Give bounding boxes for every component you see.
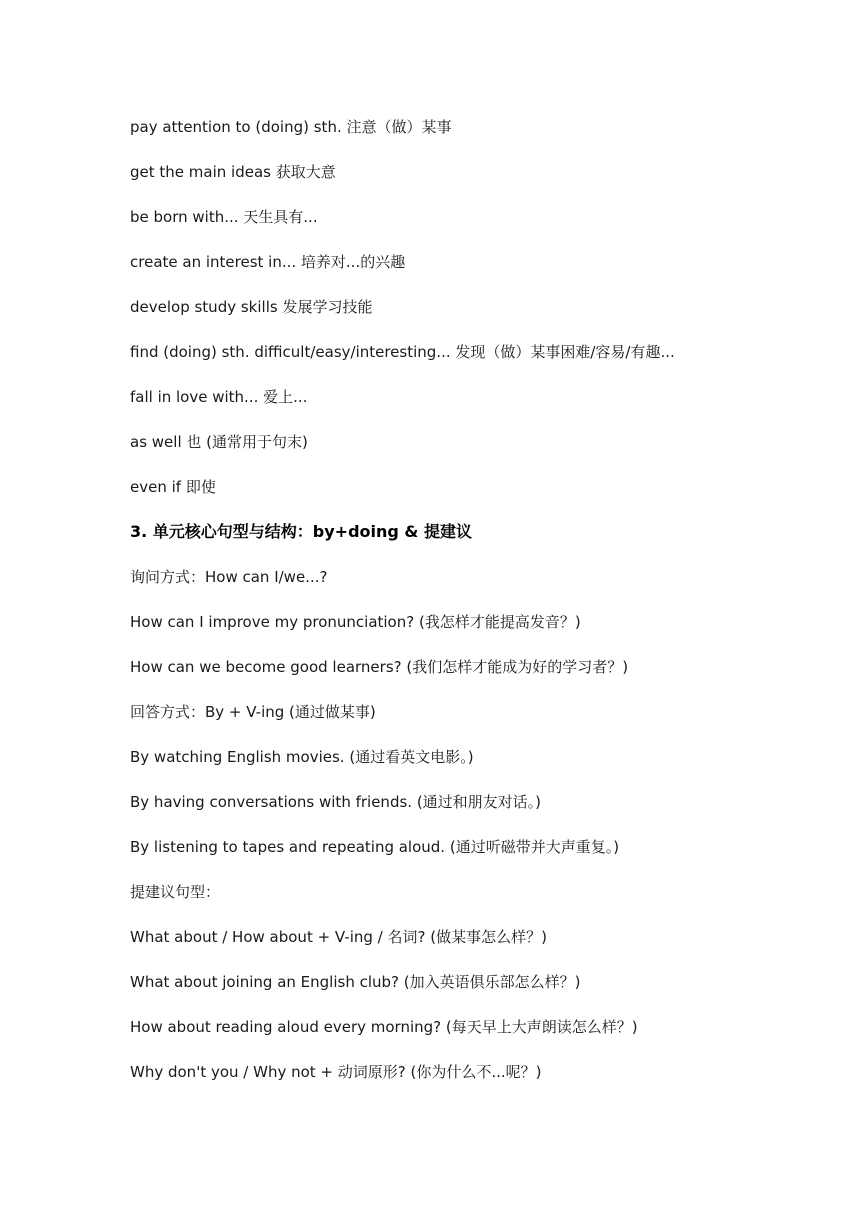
phrase-line: get the main ideas 获取大意 — [130, 163, 336, 181]
document-body — [130, 116, 830, 1106]
suggest-line: What about joining an English club? (加入英语俱乐部怎么样？) — [130, 973, 581, 991]
answer-example: By listening to tapes and repeating aloud. (通过听磁带并大声重复。) — [130, 838, 620, 856]
phrase-line: find (doing) sth. difficult/easy/interesting... 发现（做）某事困难/容易/有趣... — [130, 343, 675, 361]
phrase-line: pay attention to (doing) sth. 注意（做）某事 — [130, 118, 452, 136]
ask-example: How can I improve my pronunciation? (我怎样才能提高发音？) — [130, 613, 581, 631]
ask-example: How can we become good learners? (我们怎样才能成为好的学习者？) — [130, 658, 629, 676]
phrase-line: be born with... 天生具有... — [130, 208, 318, 226]
suggest-line: What about / How about + V-ing / 名词? (做某事怎么样？) — [130, 928, 547, 946]
answer-label: 回答方式：By + V-ing (通过做某事) — [130, 703, 376, 721]
section-heading: 3. 单元核心句型与结构：by+doing & 提建议 — [130, 522, 472, 541]
phrase-line: even if 即使 — [130, 478, 216, 496]
phrase-line: create an interest in... 培养对...的兴趣 — [130, 253, 406, 271]
suggest-line: How about reading aloud every morning? (每天早上大声朗读怎么样？) — [130, 1018, 638, 1036]
phrase-line: as well 也 (通常用于句末) — [130, 433, 308, 451]
suggest-line: Why don't you / Why not + 动词原形? (你为什么不...呢？) — [130, 1063, 542, 1081]
suggest-label: 提建议句型： — [130, 883, 221, 901]
phrase-line: develop study skills 发展学习技能 — [130, 298, 373, 316]
phrase-line: fall in love with... 爱上... — [130, 388, 308, 406]
ask-label: 询问方式：How can I/we...? — [130, 568, 328, 586]
answer-example: By having conversations with friends. (通过和朋友对话。) — [130, 793, 542, 811]
answer-example: By watching English movies. (通过看英文电影。) — [130, 748, 474, 766]
